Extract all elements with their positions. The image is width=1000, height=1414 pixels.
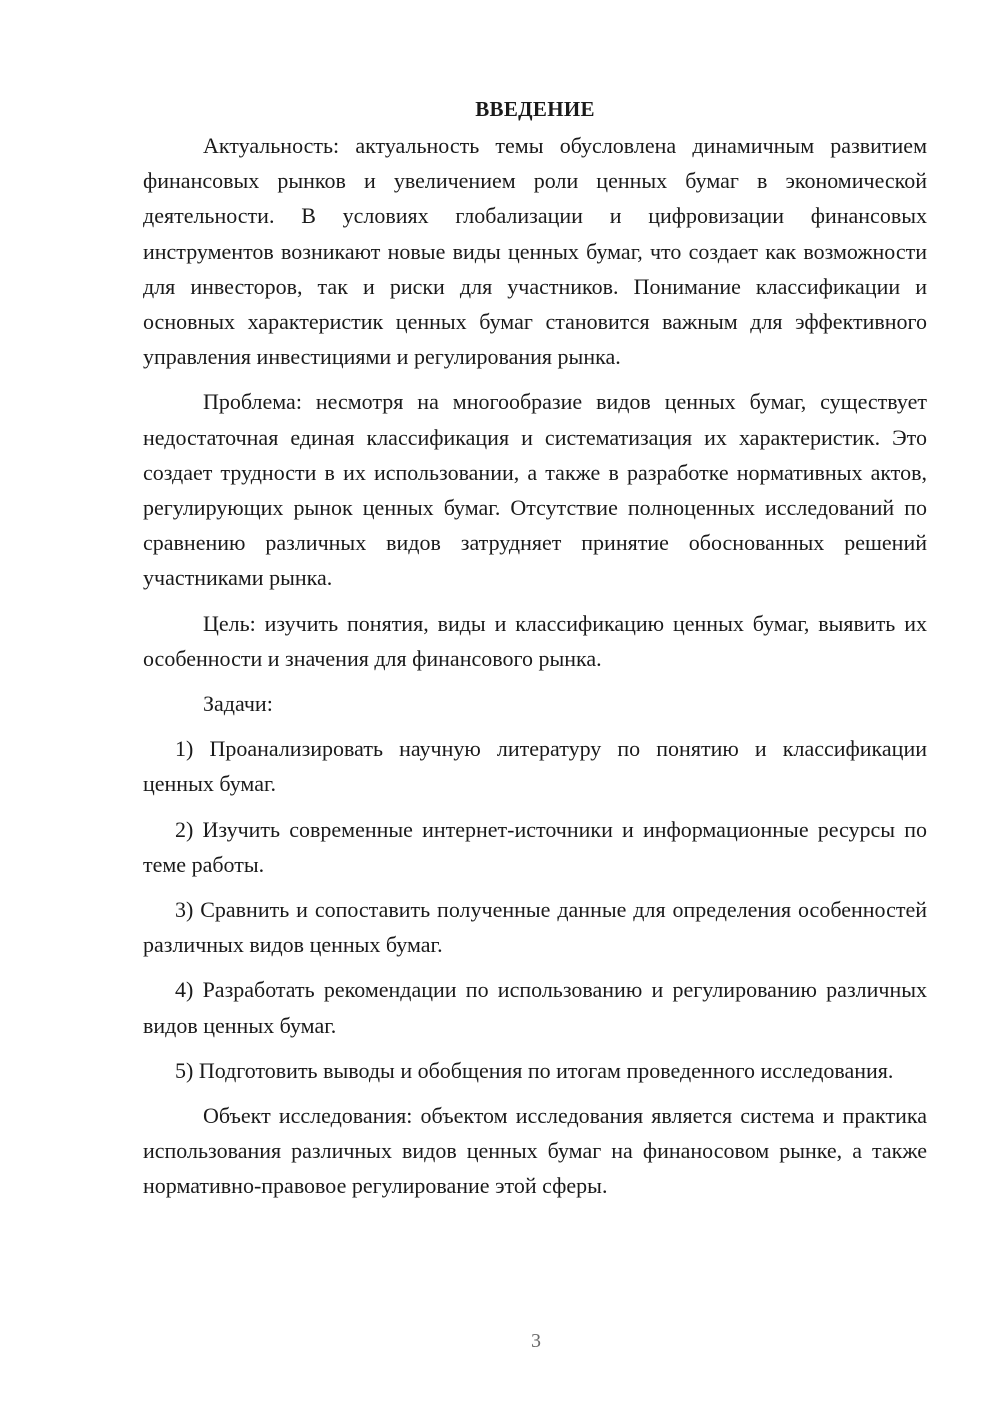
task-item: 2) Изучить современные интернет-источники и информационные ресурсы по теме работы. <box>143 816 927 877</box>
tasks-label: Задачи: <box>203 691 273 717</box>
task-item: 4) Разработать рекомендации по использованию и регулированию различных видов ценных бумаг. <box>143 977 927 1038</box>
problem-paragraph: Проблема: несмотря на многообразие видов ценных бумаг, существует недостаточная единая классификация и систематизация их характеристик. Это создает трудности в их использовании, а также в разработке нормативных актов, регулирующих рынок ценных бумаг. Отсутствие полноценных исследований по сравнению различных видов затрудняет принятие обоснованных решений участниками рынка. <box>143 389 927 591</box>
page-number: 3 <box>531 1330 541 1352</box>
object-paragraph: Объект исследования: объектом исследования является система и практика использования различных видов ценных бумаг на финаносовом рынке, а также нормативно-правовое регулирование этой сферы. <box>143 1103 927 1199</box>
section-heading: ВВЕДЕНИЕ <box>475 97 595 121</box>
document-page <box>143 92 927 1214</box>
relevance-paragraph: Актуальность: актуальность темы обусловлена динамичным развитием финансовых рынков и увеличением роли ценных бумаг в экономической деятельности. В условиях глобализации и цифровизации финансовых инструментов возникают новые виды ценных бумаг, что создает как возможности для инвесторов, так и риски для участников. Понимание классификации и основных характеристик ценных бумаг становится важным для эффективного управления инвестициями и регулирования рынка. <box>143 133 927 370</box>
goal-paragraph: Цель: изучить понятия, виды и классификацию ценных бумаг, выявить их особенности и значения для финансового рынка. <box>143 610 927 671</box>
task-item: 3) Сравнить и сопоставить полученные данные для определения особенностей различных видов ценных бумаг. <box>143 897 927 958</box>
task-item: 1) Проанализировать научную литературу по понятию и классификации ценных бумаг. <box>143 736 927 797</box>
task-item: 5) Подготовить выводы и обобщения по итогам проведенного исследования. <box>175 1057 894 1083</box>
